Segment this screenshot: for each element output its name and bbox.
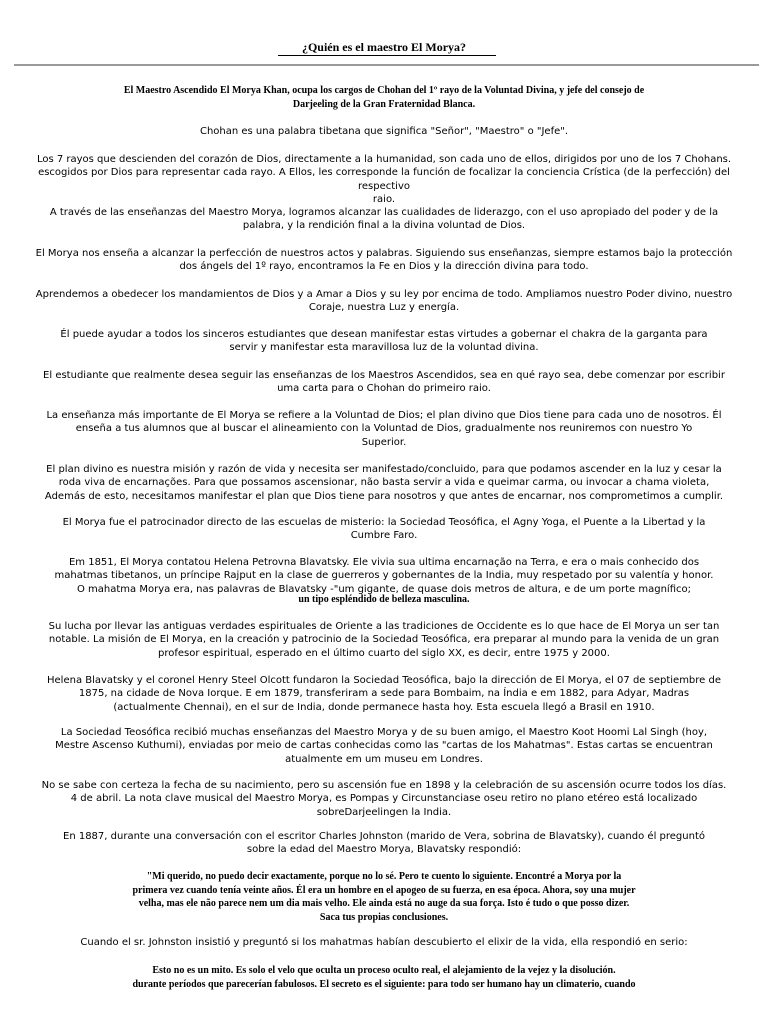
- quote-morya-age: "Mi querido, no puedo decir exactamente, porque no lo sé. Pero te cuento lo siguiente. Encontré a Morya por la primera vez cuando tenía veinte años. Él era un hombre en el apogeo de su fuerza, en esa época. Ahora, soy una mujer velha, mas ele não parece nem um dia mais velho. Ele ainda está no auge da sua força. Isto é tudo o que posso dizer. Saca tus propias conclusiones.: [132, 871, 636, 923]
- paragraph-chohan: Chohan es una palabra tibetana que significa "Señor", "Maestro" o "Jefe".: [199, 126, 569, 137]
- paragraph-student: El estudiante que realmente desea seguir las enseñanzas de los Maestros Ascendidos, sea en qué rayo sea, debe comenzar por escribir uma carta para o Chohan do primeiro raio.: [43, 370, 725, 395]
- paragraph-patron: El Morya fue el patrocinador directo de las escuelas de misterio: la Sociedad Teosófica, el Agny Yoga, el Puente a la Libertad y la Cumbre Faro.: [62, 517, 706, 542]
- paragraph-struggle: Su lucha por llevar las antiguas verdades espirituales de Oriente a las tradiciones de Occidente es lo que hace de El Morya un ser tan notable. La misión de El Morya, en la creación y patrocinio de la Sociedad Teosófica, era preparar al mundo para la venida de un gran profesor espiritual, esperado en el último cuarto del siglo XX, es decir, entre 1975 y 2000.: [48, 621, 720, 659]
- title-underline: [278, 55, 496, 56]
- intro-paragraph: El Maestro Ascendido El Morya Khan, ocupa los cargos de Chohan del 1º rayo de la Voluntad Divina, y jefe del consejo de Darjeeling de la Gran Fraternidad Blanca.: [123, 85, 645, 110]
- paragraph-1887: En 1887, durante una conversación con el escritor Charles Johnston (marido de Vera, sobrina de Blavatsky), cuando él preguntó sobre la edad del Maestro Morya, Blavatsky respondió:: [63, 831, 705, 856]
- paragraph-ascension: No se sabe con certeza la fecha de su nacimiento, pero su ascensión fue en 1898 y la celebración de su ascensión ocurre todos los días. 4 de abril. La nota clave musical del Maestro Morya, es Pompas y Circunstanciase oseu retiro no plano etéreo está localizado sobreDarjeelingen la India.: [41, 780, 727, 818]
- quote-elixir-answer: Esto no es un mito. Es solo el velo que oculta un proceso oculto real, el alejamiento de la vejez y la disolución. durante períodos que parecerían fabulosos. El secreto es el siguiente: para todo ser humano hay un climaterio, cuando: [132, 965, 636, 990]
- paragraph-1851-tail: un tipo espléndido de belleza masculina.: [298, 594, 470, 605]
- document-title: ¿Quién es el maestro El Morya?: [301, 40, 467, 54]
- paragraph-divine-plan: El plan divino es nuestra misión y razón de vida y necesita ser manifestado/concluido, para que podamos ascender en la luz y cesar la roda viva de encarnações. Para que possamos ascensionar, não basta servir a vida e queimar carma, ou invocar a chama violeta, Además de esto, necesitamos manifestar el plan que Dios tiene para nosotros y que antes de encarnar, nos comprometimos a cumplir.: [44, 464, 724, 502]
- paragraph-foundation: Helena Blavatsky y el coronel Henry Steel Olcott fundaron la Sociedad Teosófica, bajo la dirección de El Morya, el 07 de septiembre de 1875, na cidade de Nova Iorque. E em 1879, transferiram a sede para Bombaim, na Índia e em 1882, para Adyar, Madras (actualmente Chennai), en el sur de India, donde permanece hasta hoy. Esta escuela llegó a Brasil en 1910.: [47, 675, 721, 713]
- paragraph-1851: Em 1851, El Morya contatou Helena Petrovna Blavatsky. Ele vivia sua ultima encarnação na Terra, e era o mais conhecido dos mahatmas tibetanos, un príncipe Rajput en la clase de guerreros y gobernantes de la India, muy respetado por su valentía y honor. O mahatma Morya era, nas palavras de Blavatsky -"um gigante, de quase dois metros de altura, e de um porte magnífico;: [54, 557, 714, 595]
- paragraph-perfection: El Morya nos enseña a alcanzar la perfección de nuestros actos y palabras. Siguiendo sus enseñanzas, siempre estamos bajo la protección dos ángels del 1º rayo, encontramos la Fe en Dios y la dirección divina para todo.: [35, 248, 733, 273]
- paragraph-leadership: A través de las enseñanzas del Maestro Morya, logramos alcanzar las cualidades de liderazgo, con el uso apropiado del poder y de la palabra, y la rendición final a la divina voluntad de Dios.: [49, 207, 719, 232]
- paragraph-mahatma-letters: La Sociedad Teosófica recibió muchas enseñanzas del Maestro Morya y de su buen amigo, el Maestro Koot Hoomi Lal Singh (hoy, Mestre Ascenso Kuthumi), enviadas por meio de cartas conhecidas como las "cartas de los Mahatmas". Estas cartas se encuentran atualmente em um museu em Londres.: [55, 727, 713, 765]
- horizontal-rule: [14, 64, 759, 66]
- paragraph-obey: Aprendemos a obedecer los mandamientos de Dios y a Amar a Dios y su ley por encima de todo. Ampliamos nuestro Poder divino, nuestro Coraje, nuestra Luz y energía.: [35, 289, 733, 314]
- paragraph-elixir: Cuando el sr. Johnston insistió y preguntó si los mahatmas habían descubierto el elixir de la vida, ella respondió en serio:: [80, 937, 688, 948]
- paragraph-seven-rays: Los 7 rayos que descienden del corazón de Dios, directamente a la humanidad, son cada uno de ellos, dirigidos por uno de los 7 Chohans. escogidos por Dios para representar cada rayo. A Ellos, les corresponde la función de focalizar la conciencia Crística (de la perfección) del respectivo raio.: [36, 154, 732, 205]
- paragraph-help: Él puede ayudar a todos los sinceros estudiantes que desean manifestar estas virtudes a gobernar el chakra de la garganta para servir y manifestar esta maravillosa luz de la voluntad divina.: [60, 329, 708, 354]
- paragraph-teaching: La enseñanza más importante de El Morya se refiere a la Voluntad de Dios; el plan divino que Dios tiene para cada uno de nosotros. Él enseña a tus alumnos que al buscar el alineamiento con la Voluntad de Dios, gradualmente nos reuniremos con nuestro Yo Superior.: [46, 410, 722, 448]
